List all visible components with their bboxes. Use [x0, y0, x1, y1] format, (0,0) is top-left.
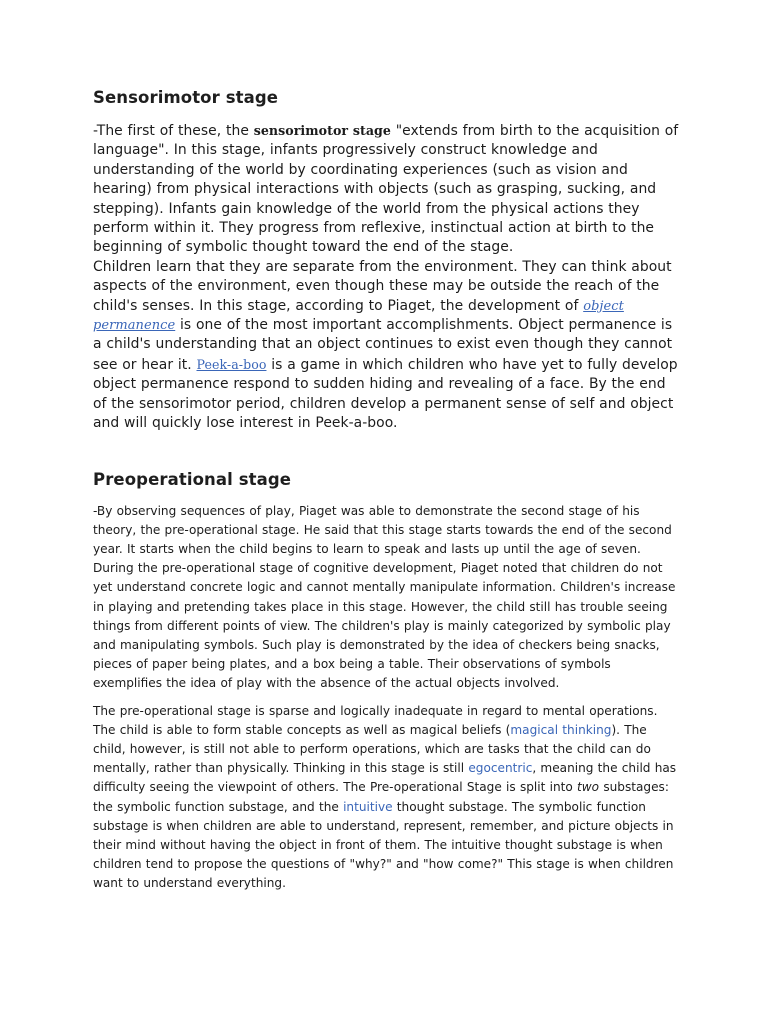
document-content [93, 88, 683, 894]
emphasis-two: two [577, 780, 600, 795]
text-run: ). The child, however, is still not able to perform operations, which are tasks that the child can do mentally, rather than physically. Thinking in this stage is still [93, 722, 651, 776]
section-heading-preoperational: Preoperational stage [93, 469, 292, 489]
link-object-permanence[interactable]: object permanence [93, 298, 624, 334]
term-sensorimotor-stage: sensorimotor stage [253, 123, 391, 138]
text-run: , meaning the child has difficulty seeing the viewpoint of others. The Pre-operational Stage is split into [93, 761, 677, 795]
link-peek-a-boo[interactable]: Peek-a-boo [196, 356, 267, 372]
section-heading-sensorimotor: Sensorimotor stage [93, 88, 279, 107]
text-run: is one of the most important accomplishments. Object permanence is a child's understanding that an object continues to exist even though they cannot see or hear it. [93, 317, 673, 373]
text-run: substages: the symbolic function substage, and the [93, 780, 669, 814]
text-run: is a game in which children who have yet to fully develop object permanence respond to sudden hiding and revealing of a face. By the end of the sensorimotor period, children develop a permanent sense of self and object and will quickly lose interest in Peek-a-boo. [93, 356, 678, 432]
link-magical-thinking[interactable]: magical thinking [510, 722, 612, 737]
text-run: Children learn that they are separate from the environment. They can think about aspects of the environment, even though these may be outside the reach of the child's senses. In this stage, according to Piaget, the development of [93, 258, 672, 314]
paragraph-preoperational-2 [93, 702, 683, 894]
text-run: thought substage. The symbolic function substage is when children are able to understand, represent, remember, and picture objects in their mind without having the object in front of them. The intuitive thought substage is when children tend to propose the questions of "why?" and "how come?" This stage is when children want to understand everything. [93, 799, 674, 891]
text-run: -The first of these, the [93, 123, 254, 139]
text-run: "extends from birth to the acquisition of language". In this stage, infants progressively construct knowledge and understanding of the world by coordinating experiences (such as vision and hearing) from physical interactions with objects (such as grasping, sucking, and stepping). Infants gain knowledge of the world from the physical actions they perform within it. They progress from reflexive, instinctual action at birth to the beginning of symbolic thought toward the end of the stage. [93, 123, 679, 256]
link-intuitive[interactable]: intuitive [343, 799, 393, 814]
paragraph-sensorimotor [93, 121, 683, 434]
link-egocentric[interactable]: egocentric [468, 761, 533, 776]
text-run: The pre-operational stage is sparse and logically inadequate in regard to mental operations. The child is able to form stable concepts as well as magical beliefs ( [93, 703, 658, 737]
paragraph-preoperational-1: -By observing sequences of play, Piaget was able to demonstrate the second stage of his theory, the pre-operational stage. He said that this stage starts towards the end of the second year. It starts when the child begins to learn to speak and lasts up until the age of seven. During the pre-operational stage of cognitive development, Piaget noted that children do not yet understand concrete logic and cannot mentally manipulate information. Children's increase in playing and pretending takes place in this stage. However, the child still has trouble seeing things from different points of view. The children's play is mainly categorized by symbolic play and manipulating symbols. Such play is demonstrated by the idea of checkers being snacks, pieces of paper being plates, and a box being a table. Their observations of symbols exemplifies the idea of play with the absence of the actual objects involved. [93, 503, 676, 691]
